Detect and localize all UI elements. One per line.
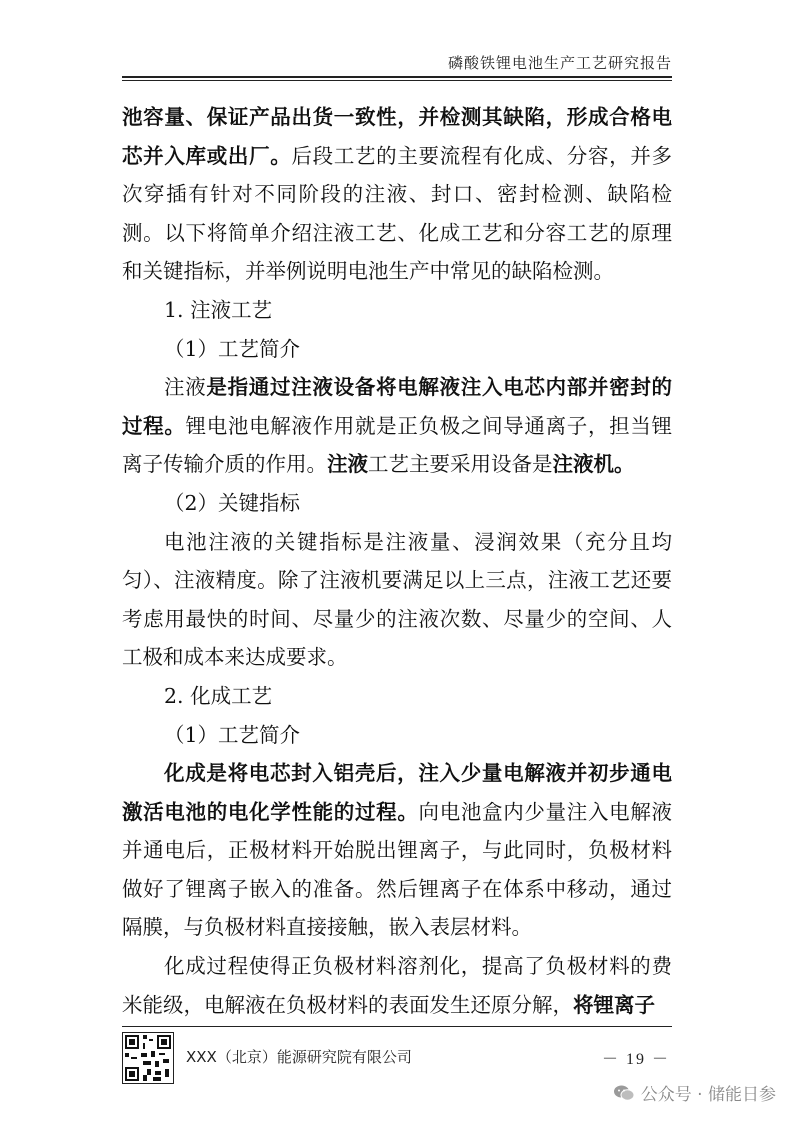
header-rule <box>122 76 672 78</box>
subheading-2-1: （1）工艺简介 <box>164 722 301 747</box>
paragraph-1 <box>122 98 672 291</box>
footer-company-name: XXX（北京）能源研究院有限公司 <box>186 1048 412 1066</box>
watermark-text: 公众号 · 储能日参 <box>640 1085 776 1105</box>
paragraph-3: 电池注液的关键指标是注液量、浸润效果（充分且均匀）、注液精度。除了注液机要满足以上三点，注液工艺还要考虑用最快的时间、尽量少的注液次数、尽量少的空间、人工极和成本来达成要求。 <box>122 529 672 670</box>
paragraph-5 <box>122 947 672 1024</box>
paragraph-2 <box>122 368 672 484</box>
subheading-1-1: （1）工艺简介 <box>164 336 301 361</box>
wechat-icon <box>613 1084 635 1102</box>
paragraph-1-text: 后段工艺的主要流程有化成、分容，并多次穿插有针对不同阶段的注液、封口、密封检测、缺陷检测。以下将简单介绍注液工艺、化成工艺和分容工艺的原理和关键指标，并举例说明电池生产中常见的缺陷检测。 <box>122 143 673 284</box>
header-rule-thin <box>122 80 672 81</box>
footer-rule <box>122 1026 672 1027</box>
section-heading-1: 1. 注液工艺 <box>164 297 273 322</box>
paragraph-2-text: 锂电池电解液作用就是正负极之间导通离子，担当锂离子传输介质的作用。 <box>122 413 673 477</box>
paragraph-4 <box>122 754 672 947</box>
document-body <box>122 98 672 1024</box>
paragraph-5-text: 化成过程使得正负极材料溶剂化，提高了负极材料的费米能级，电解液在负极材料的表面发生还原分解， <box>122 954 672 1017</box>
section-heading-2: 2. 化成工艺 <box>164 683 273 708</box>
paragraph-5-bold: 将锂离子 <box>573 992 655 1017</box>
paragraph-2-text-2: 工艺主要采用设备是 <box>368 452 553 477</box>
page-number: － 19 － <box>601 1051 670 1068</box>
paragraph-2-bold: 是指通过注液设备将电解液注入电芯内部并密封的过程。 <box>122 375 673 438</box>
paragraph-1-bold: 池容量、保证产品出货一致性，并检测其缺陷，形成合格电芯并入库或出厂。 <box>122 105 672 168</box>
paragraph-4-bold: 化成是将电芯封入铝壳后，注入少量电解液并初步通电激活电池的电化学性能的过程。 <box>122 761 672 824</box>
paragraph-2-term: 注液 <box>164 375 207 400</box>
qr-code-icon <box>122 1032 174 1084</box>
paragraph-2-bold-2: 注液 <box>327 452 368 477</box>
subheading-1-2: （2）关键指标 <box>164 490 301 515</box>
paragraph-2-bold-3: 注液机。 <box>552 452 635 477</box>
paragraph-4-text: 向电池盒内少量注入电解液并通电后，正极材料开始脱出锂离子，与此同时，负极材料做好了锂离子嵌入的准备。然后锂离子在体系中移动，通过隔膜，与负极材料直接接触，嵌入表层材料。 <box>122 799 673 940</box>
wechat-watermark <box>613 1080 776 1105</box>
page-header-title: 磷酸铁锂电池生产工艺研究报告 <box>447 54 672 72</box>
